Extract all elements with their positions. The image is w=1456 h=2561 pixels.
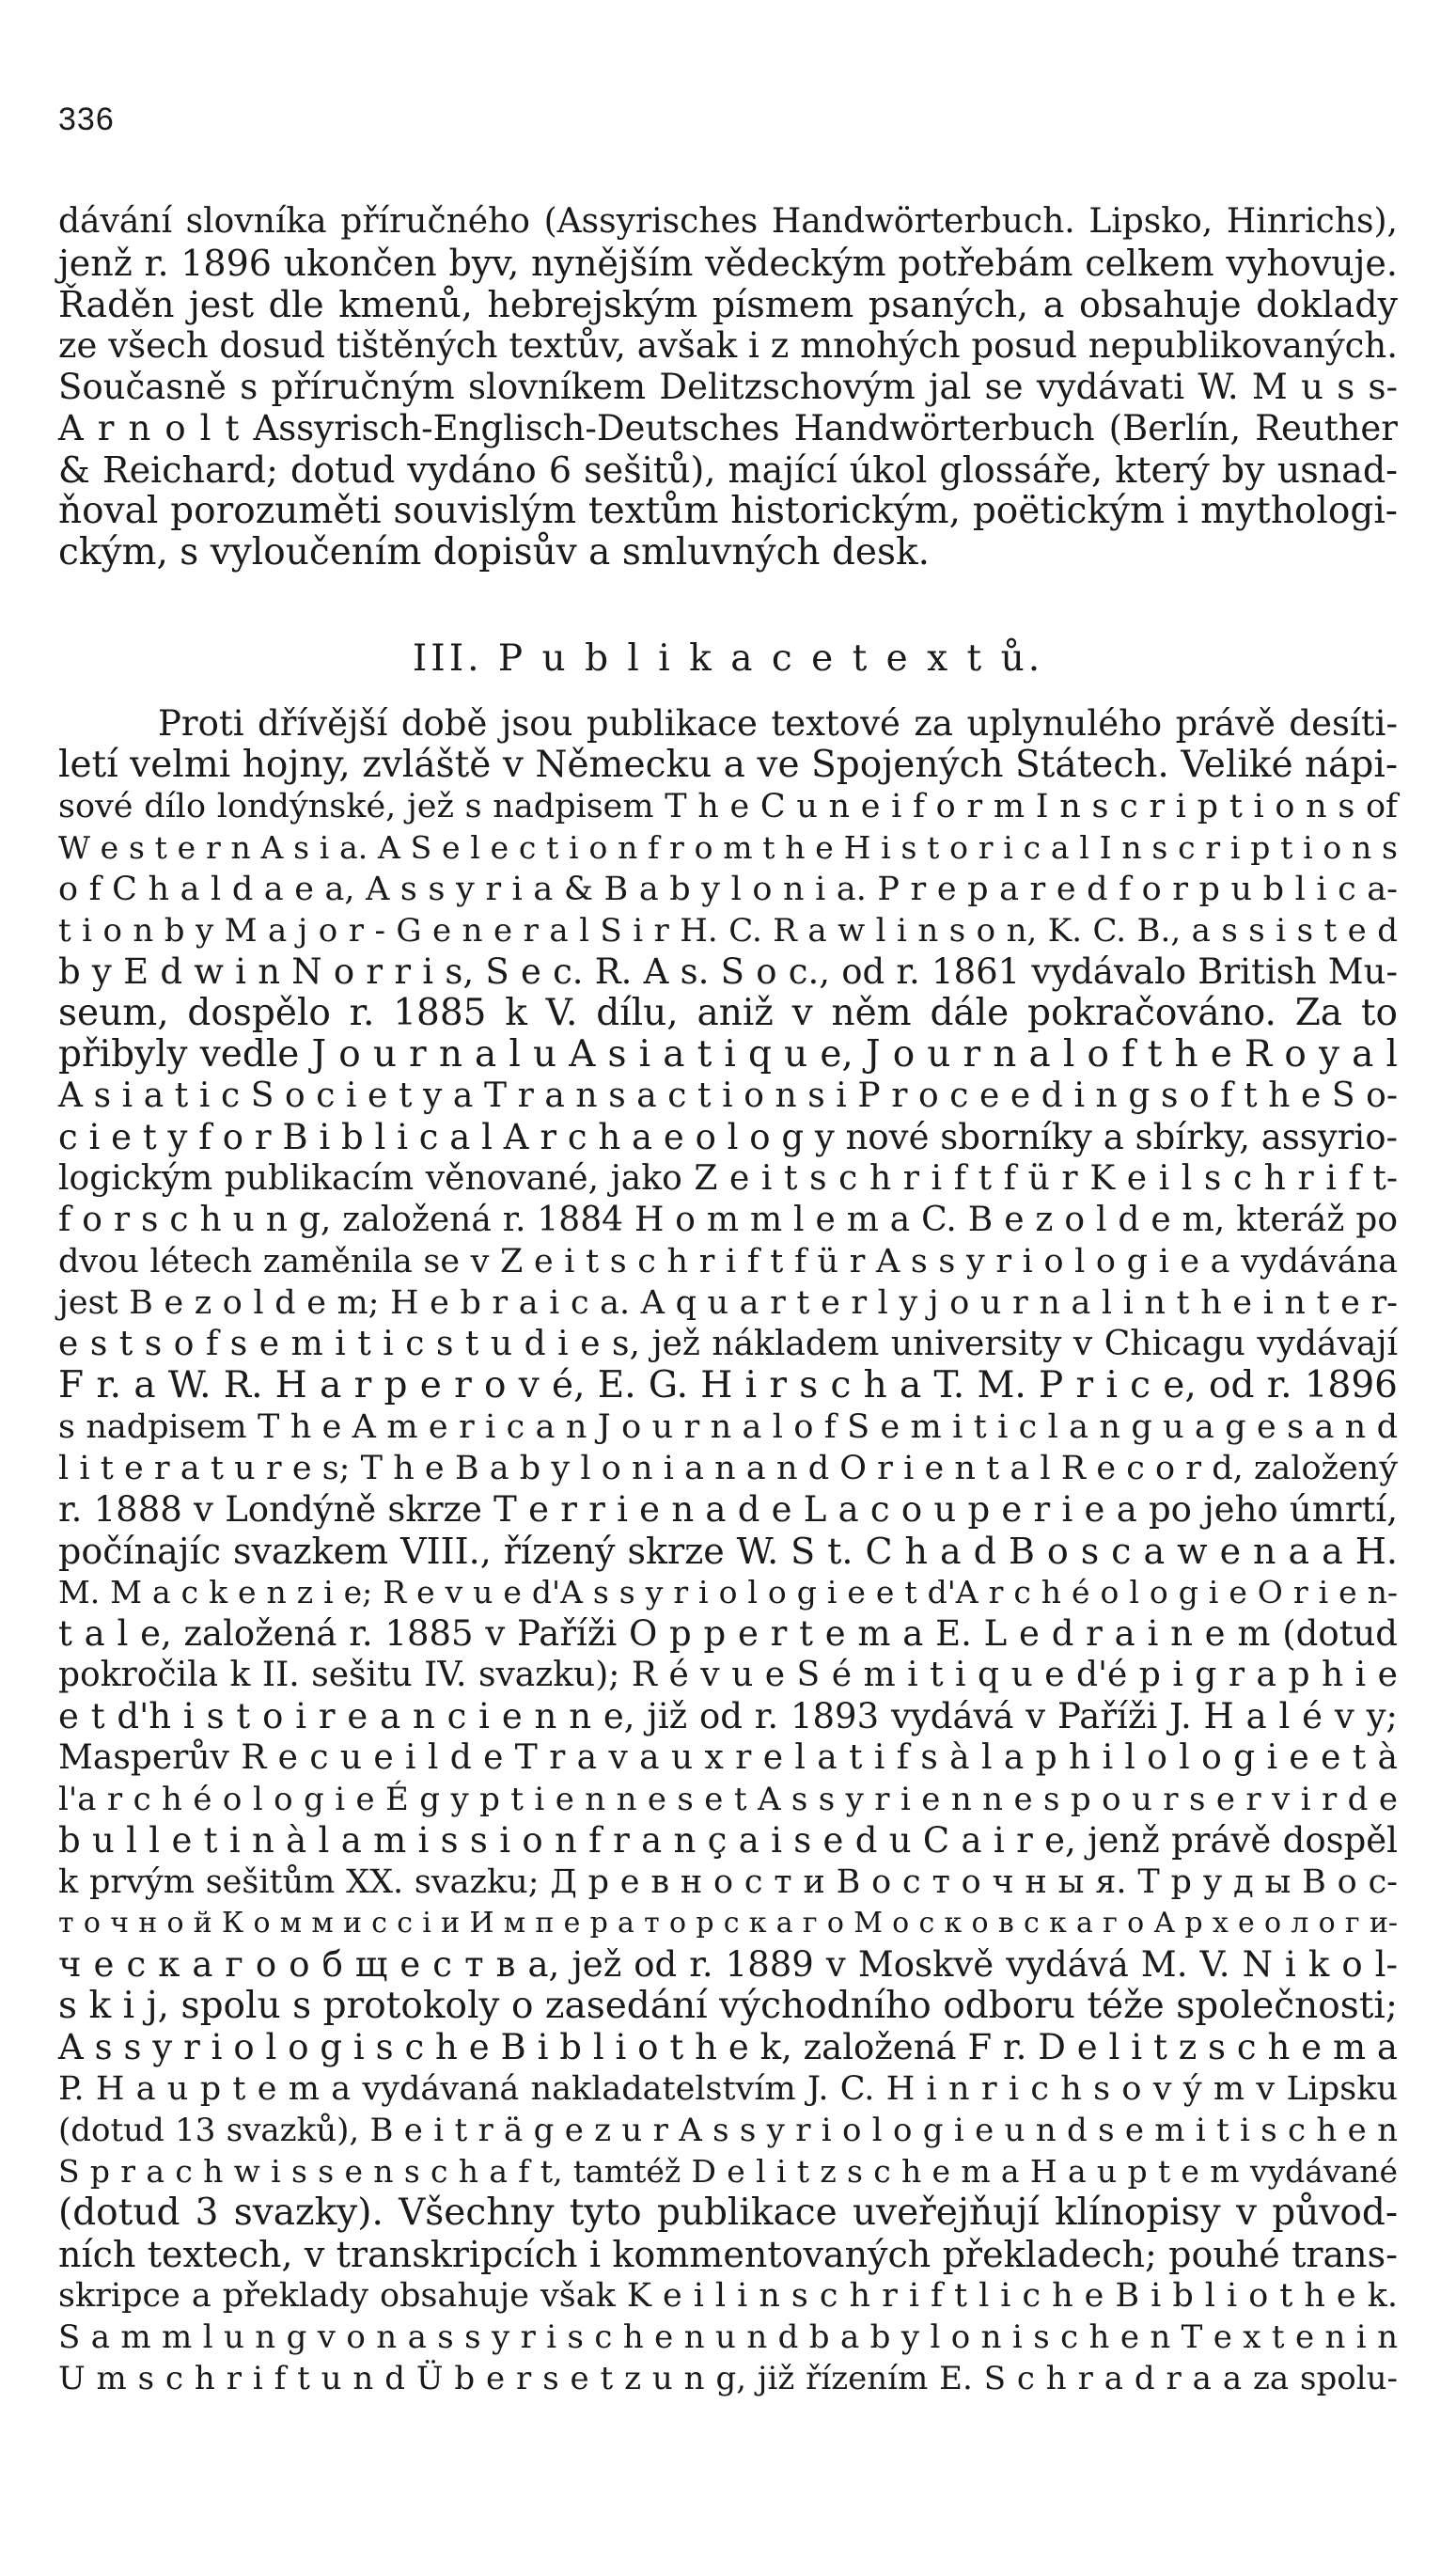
section-heading: III. P u b l i k a c e t e x t ů. xyxy=(412,637,1044,680)
text-line: l'a r c h é o l o g i e É g y p t i e n n e s e t A s s y r i e n n e s p o u r s e r v i r d e xyxy=(58,1781,1398,1818)
text-line: (dotud 13 svazků), B e i t r ä g e z u r A s s y r i o l o g i e u n d s e m i t i s c h e n xyxy=(58,2112,1398,2149)
text-line: s nadpisem T h e A m e r i c a n J o u r n a l o f S e m i t i c l a n g u a g e s a n d xyxy=(58,1408,1398,1446)
text-line: dávání slovníka příručného (Assyrisches Handwörterbuch. Lipsko, Hinrichs), xyxy=(58,202,1398,241)
text-line: přibyly vedle J o u r n a l u A s i a t i q u e, J o u r n a l o f t h e R o y a l xyxy=(58,1033,1398,1076)
text-line: jenž r. 1896 ukončen byv, nynějším vědeckým potřebám celkem vyhovuje. xyxy=(58,243,1398,284)
text-line: M. M a c k e n z i e; R e v u e d'A s s y r i o l o g i e e t d'A r c h é o l o g i e O r i e n- xyxy=(58,1574,1398,1610)
text-line: W e s t e r n A s i a. A S e l e c t i o n f r o m t h e H i s t o r i c a l I n s c r i p t i o n s xyxy=(58,829,1398,866)
text-line: s k i j, spolu s protokoly o zasedání východního odboru téže společnosti; xyxy=(58,1985,1398,2027)
text-line: S p r a c h w i s s e n s c h a f t, tamtéž D e l i t z s c h e m a H a u p t e m vydávané xyxy=(58,2153,1398,2190)
text-line: A r n o l t Assyrisch-Englisch-Deutsches Handwörterbuch (Berlín, Reuther xyxy=(58,408,1398,448)
text-line: ckým, s vyloučením dopisův a smluvných desk. xyxy=(58,531,931,573)
text-line: t a l e, založená r. 1885 v Paříži O p p e r t e m a E. L e d r a i n e m (dotud xyxy=(58,1613,1398,1654)
text-line: e s t s o f s e m i t i c s t u d i e s, jež nákladem university v Chicagu vydávají xyxy=(58,1325,1398,1363)
text-line: & Reichard; dotud vydáno 6 sešitů), mající úkol glossáře, který by usnad- xyxy=(58,449,1398,491)
text-line: o f C h a l d a e a, A s s y r i a & B a b y l o n i a. P r e p a r e d f o r p u b l i c a- xyxy=(58,871,1398,908)
text-line: pokročila k II. sešitu IV. svazku); R é v u e S é m i t i q u e d'é p i g r a p h i e xyxy=(58,1656,1398,1694)
text-line: skripce a překlady obsahuje však K e i l i n s c h r i f t l i c h e B i b l i o t h e k. xyxy=(58,2277,1398,2315)
text-line: r. 1888 v Londýně skrze T e r r i e n a d e L a c o u p e r i e a po jeho úmrtí, xyxy=(58,1489,1398,1530)
text-line: ňoval porozuměti souvislým textům historickým, poëtickým i mythologi- xyxy=(58,490,1398,532)
text-line: e t d'h i s t o i r e a n c i e n n e, již od r. 1893 vydává v Paříži J. H a l é v y; xyxy=(58,1696,1398,1736)
text-line: b u l l e t i n à l a m i s s i o n f r a n ç a i s e d u C a i r e, jenž právě dospěl xyxy=(58,1820,1398,1861)
text-line: f o r s c h u n g, založená r. 1884 H o m m l e m a C. B e z o l d e m, kteráž po xyxy=(58,1201,1398,1239)
text-line: seum, dospělo r. 1885 k V. dílu, aniž v něm dále pokračováno. Za to xyxy=(58,992,1398,1034)
text-line: dvou létech zaměnila se v Z e i t s c h r i f t f ü r A s s y r i o l o g i e a vydávána xyxy=(58,1243,1398,1280)
text-line: logickým publikacím věnované, jako Z e i t s c h r i f t f ü r K e i l s c h r i f t- xyxy=(58,1159,1398,1198)
text-line: letí velmi hojny, zvláště v Německu a ve Spojených Státech. Veliké nápi- xyxy=(58,744,1398,786)
text-line: A s i a t i c S o c i e t y a T r a n s a c t i o n s i P r o c e e d i n g s o f t h e S o- xyxy=(58,1076,1398,1115)
paragraph-dictionaries xyxy=(58,201,1398,573)
text-line: t i o n b y M a j o r - G e n e r a l S i r H. C. R a w l i n s o n, K. C. B., a s s i s t e d xyxy=(58,912,1398,950)
text-line: т о ч н о й К о м м и с с і и И м п е р а т о р с к а г о М о с к о в с к а г о А р х е о л о г и- xyxy=(58,1907,1398,1940)
text-line: (dotud 3 svazky). Všechny tyto publikace uveřejňují klínopisy v původ- xyxy=(58,2192,1398,2234)
text-line: k prvým sešitům XX. svazku; Д р е в н о с т и В о с т о ч н ы я. Т р у д ы В о с- xyxy=(58,1863,1398,1901)
text-line: počínajíc svazkem VIII., řízený skrze W. S t. C h a d B o s c a w e n a a H. xyxy=(58,1531,1398,1572)
text-line: S a m m l u n g v o n a s s y r i s c h e n u n d b a b y l o n i s c h e n T e x t e n i n xyxy=(58,2318,1398,2356)
text-line: F r. a W. R. H a r p e r o v é, E. G. H i r s c h a T. M. P r i c e, od r. 1896 xyxy=(58,1364,1398,1406)
text-line: Masperův R e c u e i l d e T r a v a u x r e l a t i f s à l a p h i l o l o g i e e t à xyxy=(58,1738,1398,1777)
text-line: Řaděn jest dle kmenů, hebrejským písmem psaných, a obsahuje doklady xyxy=(58,284,1398,325)
text-line: ních textech, v transkripcích i kommentovaných překladech; pouhé trans- xyxy=(58,2234,1398,2275)
text-line: P. H a u p t e m a vydávaná nakladatelstvím J. C. H i n r i c h s o v ý m v Lipsku xyxy=(58,2070,1398,2108)
paragraph-text-publications xyxy=(58,703,1398,2399)
text-line: U m s c h r i f t u n d Ü b e r s e t z u n g, již řízením E. S c h r a d r a a za spolu- xyxy=(58,2360,1398,2397)
text-line: Proti dřívější době jsou publikace textové za uplynulého právě desíti- xyxy=(158,703,1398,744)
text-line: sové dílo londýnské, jež s nadpisem T h e C u n e i f o r m I n s c r i p t i o n s of xyxy=(58,788,1398,825)
text-line: l i t e r a t u r e s; T h e B a b y l o n i a n a n d O r i e n t a l R e c o r d, založený xyxy=(58,1450,1398,1487)
text-line: b y E d w i n N o r r i s, S e c. R. A s. S o c., od r. 1861 vydávalo British Mu- xyxy=(58,951,1398,992)
text-line: c i e t y f o r B i b l i c a l A r c h a e o l o g y nové sborníky a sbírky, assyrio- xyxy=(58,1117,1398,1157)
text-line: ze všech dosud tištěných textův, avšak i z mnohých posud nepublikovaných. xyxy=(58,325,1398,366)
text-line: Současně s příručným slovníkem Delitzschovým jal se vydávati W. M u s s- xyxy=(58,367,1398,407)
page-number: 336 xyxy=(58,102,115,137)
text-line: ч е с к а г о о б щ е с т в а, jež od r. 1889 v Moskvě vydává M. V. N i k o l- xyxy=(58,1944,1398,1985)
text-line: jest B e z o l d e m; H e b r a i c a. A q u a r t e r l y j o u r n a l i n t h e i n t e r- xyxy=(58,1284,1398,1322)
text-line: A s s y r i o l o g i s c h e B i b l i o t h e k, založená F r. D e l i t z s c h e m a xyxy=(58,2027,1398,2067)
